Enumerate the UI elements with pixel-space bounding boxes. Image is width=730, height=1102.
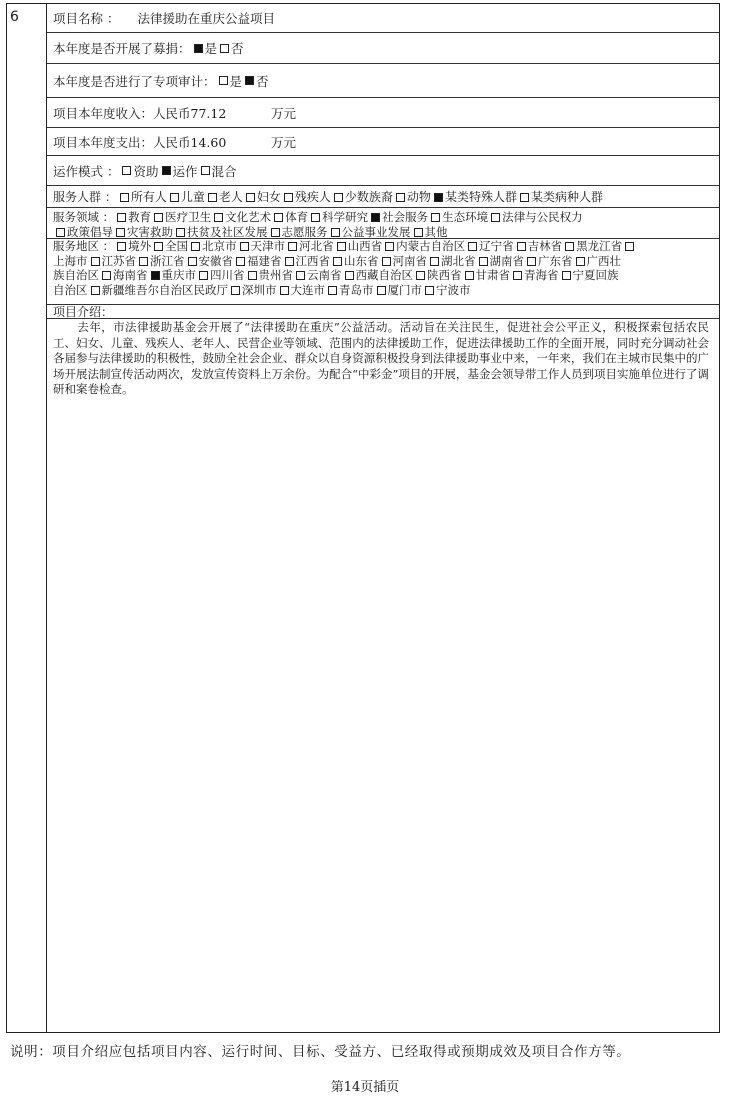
fundraising-row [47,33,719,64]
checkbox-region[interactable] [91,286,100,295]
service-region-row [47,239,719,305]
checkbox-field[interactable] [431,213,440,222]
region-option [277,283,326,297]
population-option-label: 儿童 [180,190,205,204]
checkbox-population[interactable] [284,193,293,202]
region-option [228,283,277,297]
region-option-label: 河南省 [392,253,427,268]
region-option [196,268,245,282]
region-option-label: 安徽省 [198,253,233,268]
region-option [293,268,342,282]
checkbox-region[interactable] [333,257,342,266]
field-option-label: 科学研究 [322,210,369,224]
field-option [114,210,151,224]
service-population-label: 服务人群 ： [53,190,117,204]
checkbox-population[interactable] [208,193,217,202]
checkbox-region[interactable] [625,242,634,251]
checkbox-field[interactable] [274,213,283,222]
field-option [211,210,271,224]
region-option-label: 河北省 [299,239,334,253]
service-field-row [47,208,719,239]
region-option [53,268,99,282]
checkbox-region[interactable] [199,271,208,280]
population-option-label: 残疾人 [294,190,331,204]
region-option-label: 山东省 [344,253,379,268]
region-option [185,254,234,268]
checkbox-region[interactable] [285,257,294,266]
field-option-label: 公益事业发展 [341,224,411,239]
field-option [488,210,583,224]
checkbox-field[interactable] [331,228,340,237]
region-option [136,254,185,268]
checkbox-region[interactable] [468,242,477,251]
checkbox-region[interactable] [385,242,394,251]
checkbox-region[interactable] [280,286,289,295]
form-content [47,4,719,1032]
region-option [282,254,331,268]
checkbox-population[interactable] [120,193,129,202]
field-option [268,225,328,239]
checkbox-field[interactable] [176,228,185,237]
population-option-label: 某类病种人群 [530,190,603,204]
region-option-label: 族自治区 [53,268,99,282]
checkbox-region[interactable] [337,242,346,251]
checkbox-population[interactable] [334,193,343,202]
region-option-label: 自治区 [53,282,88,297]
service-region-line [53,268,719,283]
region-option-label: 宁夏回族 [572,268,619,282]
mode-mixed-label: 混合 [211,163,237,179]
checkbox-population[interactable] [520,193,529,202]
field-option-label: 政策倡导 [67,224,113,239]
population-option-label: 动物 [406,190,431,204]
region-option-label: 宁波市 [436,282,471,297]
checkbox-region[interactable] [377,286,386,295]
region-option-label: 吉林省 [527,239,563,253]
field-option [428,210,488,224]
region-option [330,254,379,268]
region-option-label: 江苏省 [101,253,136,268]
income-amount: 人民币77.12 [153,105,227,121]
region-option [413,268,462,282]
population-option-label: 某类特殊人群 [444,190,517,204]
region-option-label: 新疆维吾尔自治区民政厅 [101,282,228,297]
checkbox-audit-yes[interactable] [219,76,228,85]
field-option [368,210,428,224]
checkbox-region[interactable] [151,271,160,280]
checkbox-region[interactable] [91,257,100,266]
project-form-table [6,3,720,1033]
region-option [233,254,282,268]
field-option-label: 灾害救助 [127,224,173,239]
population-option-label: 妇女 [256,190,281,204]
checkbox-region[interactable] [382,257,391,266]
region-option-label: 辽宁省 [479,239,514,253]
service-region-label: 服务地区 ： [53,239,115,253]
checkbox-region[interactable] [576,257,585,266]
row-number-column [7,4,47,1032]
region-option [342,268,414,282]
project-intro-header [47,305,719,319]
field-option [173,225,268,239]
field-option-label: 其他 [424,224,448,239]
region-option-label: 甘肃省 [475,268,510,282]
audit-row [47,64,719,98]
field-option-label: 志愿服务 [281,224,328,239]
checkbox-population[interactable] [434,193,443,202]
checkbox-field[interactable] [116,228,125,237]
expense-label: 项目本年度支出： [53,134,154,150]
checkbox-region[interactable] [562,271,571,280]
region-option [465,239,514,253]
checkbox-region[interactable] [430,257,439,266]
checkbox-population[interactable] [170,193,179,202]
income-unit: 万元 [271,105,297,121]
region-option-label: 浙江省 [150,253,185,268]
region-option-label: 湖北省 [441,253,476,268]
region-option [237,239,286,253]
checkbox-field[interactable] [214,213,223,222]
region-option [382,239,465,253]
checkbox-field[interactable] [117,213,126,222]
region-option [99,268,148,282]
region-option [114,239,151,253]
field-option-label: 扶贫及社区发展 [187,224,268,239]
region-option [524,254,573,268]
region-option-label: 江西省 [295,253,330,268]
checkbox-region[interactable] [139,257,148,266]
population-option [517,190,603,204]
expense-row [47,128,719,156]
population-option [167,190,205,204]
checkbox-region[interactable] [240,242,249,251]
population-option [117,190,167,204]
service-population-row [47,186,719,208]
region-option [53,283,88,297]
field-option [151,210,211,224]
region-option [188,239,237,253]
checkbox-audit-no[interactable] [245,76,254,85]
field-option-label: 社会服务 [382,210,429,224]
checkbox-mode-grant[interactable] [122,166,131,175]
fundraising-question: 本年度是否开展了募捐： [53,41,191,56]
checkbox-region[interactable] [517,242,526,251]
region-option [510,268,559,282]
region-option-label: 广西壮 [586,253,621,268]
field-option [411,225,448,239]
service-region-line [53,239,719,254]
region-option [422,283,471,297]
region-option-label: 福建省 [247,253,282,268]
project-name-row [47,4,719,33]
mode-grant-label: 资助 [133,163,159,179]
checkbox-region[interactable] [102,271,111,280]
region-option-label: 全国 [165,239,189,253]
income-label: 项目本年度收入： [53,105,154,121]
service-region-line [53,254,719,269]
region-option-label: 广东省 [538,253,573,268]
region-option-label: 北京市 [202,239,237,253]
checkbox-field[interactable] [311,213,320,222]
region-option [476,254,525,268]
population-option [205,190,243,204]
fundraising-yes-label: 是 [204,41,218,56]
checkbox-region[interactable] [191,242,200,251]
fundraising-no-label: 否 [231,41,244,56]
audit-question: 本年度是否进行了专项审计： [53,73,216,89]
checkbox-population[interactable] [396,193,405,202]
region-option [245,268,294,282]
region-option-label: 云南省 [307,268,342,282]
region-option [374,283,423,297]
region-option-label: 海南省 [113,268,148,282]
field-option-label: 教育 [128,210,152,224]
field-option-label: 文化艺术 [225,210,272,224]
service-field-line [53,210,719,225]
region-option [462,268,511,282]
population-option [243,190,281,204]
operation-mode-label: 运作模式 ： [53,163,120,179]
checkbox-region[interactable] [154,242,163,251]
region-option [88,283,229,297]
footer-note: 说明：项目介绍应包括项目内容、运行时间、目标、受益方、已经取得或预期成效及项目合作方等。 [10,1044,631,1060]
region-option [151,239,188,253]
region-option-label: 山西省 [347,239,383,253]
audit-yes-label: 是 [229,73,243,89]
region-option [88,254,137,268]
checkbox-field[interactable] [154,213,163,222]
region-option-label: 深圳市 [242,282,277,297]
project-name-value: 法律援助在重庆公益项目 [137,11,275,26]
region-option-label: 黑龙江省 [576,239,623,253]
checkbox-region[interactable] [527,257,536,266]
checkbox-field[interactable] [271,228,280,237]
project-intro-body [53,320,709,398]
region-option [427,254,476,268]
checkbox-field[interactable] [56,228,65,237]
page-label: 第14页插页 [330,1080,400,1095]
checkbox-region[interactable] [328,286,337,295]
checkbox-region[interactable] [345,271,354,280]
service-field-label: 服务领域 ： [53,210,115,224]
audit-no-label: 否 [256,73,269,89]
checkbox-mode-mixed[interactable] [201,166,210,175]
population-option [393,190,431,204]
region-option-label: 内蒙古自治区 [396,239,466,253]
operation-mode-row [47,156,719,186]
region-option [148,268,197,282]
region-option-label: 青岛市 [339,282,374,297]
population-option [281,190,331,204]
region-option-label: 青海省 [524,268,559,282]
region-option [514,239,563,253]
region-option-label: 厦门市 [387,282,422,297]
region-option-label: 大连市 [290,282,325,297]
region-option-label: 境外 [128,239,152,253]
region-option-label: 上海市 [53,253,88,268]
income-row [47,98,719,128]
population-option-label: 老人 [218,190,243,204]
checkbox-fundraising-no[interactable] [220,44,229,53]
field-option [53,225,113,239]
region-option [622,239,636,253]
checkbox-region[interactable] [465,271,474,280]
field-option [113,225,173,239]
checkbox-field[interactable] [491,213,500,222]
checkbox-region[interactable] [117,242,126,251]
region-option [562,239,622,253]
checkbox-region[interactable] [513,271,522,280]
checkbox-region[interactable] [425,286,434,295]
region-option-label: 重庆市 [161,268,196,282]
population-option-label: 所有人 [130,190,167,204]
checkbox-region[interactable] [565,242,574,251]
service-region-line [53,283,719,298]
field-option-label: 体育 [285,210,309,224]
field-option [328,225,411,239]
project-name-label: 项目名称 ： [53,11,120,26]
field-option-label: 医疗卫生 [165,210,212,224]
population-option-label: 少数族裔 [344,190,393,204]
checkbox-field[interactable] [414,228,423,237]
checkbox-region[interactable] [479,257,488,266]
region-option-label: 四川省 [210,268,245,282]
checkbox-region[interactable] [231,286,240,295]
project-intro-label: 项目介绍： [53,305,114,319]
field-option [271,210,308,224]
project-intro-text: 去年，市法律援助基金会开展了“法律援助在重庆”公益活动。活动旨在关注民生，促进社会公平正义，积极探索包括农民工、妇女、儿童、残疾人、老年人、民营企业等领域、范围内的法律援助工作，促进法律援助工作的全面开展，同时充分调动社会各届参与法律援助的积极性，鼓励全社会企业、群众以自身资源积极投身到法律援助事业中来，一年来，我们在主城市民集中的广场开展法制宣传活动两次，发放宣传资料上万余份。为配合“中彩金”项目的开展，基金会领导带工作人员到项目实施单位进行了调研和案卷检查。 [53,320,709,396]
region-option-label: 天津市 [250,239,286,253]
population-option [431,190,517,204]
checkbox-population[interactable] [246,193,255,202]
region-option [325,283,374,297]
region-option-label: 陕西省 [427,268,462,282]
field-option [308,210,368,224]
region-option [285,239,334,253]
service-population-options [117,188,603,205]
row-number: 6 [10,9,19,25]
checkbox-mode-operate[interactable] [162,166,171,175]
service-field-line [53,225,719,240]
expense-amount: 人民币14.60 [153,134,227,150]
region-option [53,254,88,268]
field-option-label: 生态环境 [442,210,489,224]
region-option-label: 贵州省 [258,268,293,282]
region-option [559,268,619,282]
expense-unit: 万元 [271,134,297,150]
checkbox-region[interactable] [296,271,305,280]
population-option [331,190,393,204]
mode-operate-label: 运作 [172,163,198,179]
region-option-label: 湖南省 [489,253,524,268]
checkbox-region[interactable] [248,271,257,280]
checkbox-field[interactable] [371,213,380,222]
region-option [334,239,383,253]
field-option-label: 法律与公民权力 [502,210,583,224]
checkbox-region[interactable] [236,257,245,266]
region-option-label: 西藏自治区 [355,268,413,282]
checkbox-region[interactable] [416,271,425,280]
region-option [573,254,622,268]
checkbox-fundraising-yes[interactable] [194,44,203,53]
checkbox-region[interactable] [188,257,197,266]
region-option [379,254,428,268]
checkbox-region[interactable] [288,242,297,251]
